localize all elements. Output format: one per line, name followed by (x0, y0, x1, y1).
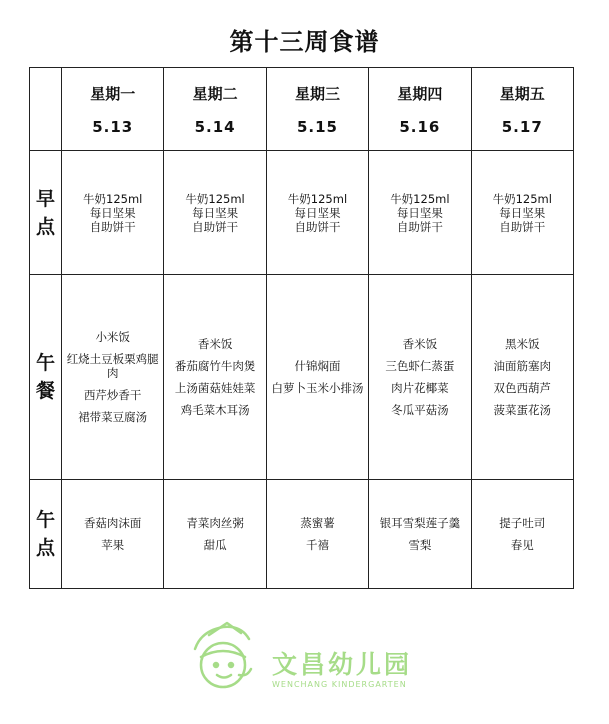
menu-item: 甜瓜 (203, 538, 227, 552)
logo-english: WENCHANG KINDERGARTEN (272, 680, 407, 689)
day-name: 星期四 (397, 84, 443, 103)
menu-cell (62, 275, 164, 480)
day-date: 5.17 (501, 117, 543, 136)
menu-cell (369, 275, 471, 480)
menu-item: 上汤菌菇娃娃菜 (174, 381, 256, 395)
day-name: 星期五 (499, 84, 545, 103)
menu-cell (164, 151, 266, 275)
menu-item: 自助饼干 (89, 219, 136, 234)
menu-item: 蒸蜜薯 (300, 516, 335, 530)
menu-cell (471, 275, 573, 480)
menu-item: 每日坚果 (192, 205, 239, 220)
day-header (62, 68, 164, 151)
menu-item: 小米饭 (95, 330, 130, 344)
menu-item: 每日坚果 (89, 205, 136, 220)
menu-cell (266, 275, 368, 480)
menu-item: 青菜肉丝粥 (186, 516, 244, 530)
menu-cell (471, 151, 573, 275)
menu-cell (62, 480, 164, 589)
menu-item: 牛奶125ml (492, 191, 552, 206)
menu-item: 油面筋塞肉 (493, 359, 551, 373)
corner-cell (30, 68, 62, 151)
menu-cell (62, 151, 164, 275)
menu-item: 什锦焖面 (294, 359, 341, 373)
meal-label-snack: 午 点 (30, 480, 62, 589)
day-header (266, 68, 368, 151)
menu-item: 雪梨 (408, 538, 432, 552)
snack-row (30, 480, 574, 589)
menu-item: 黑米饭 (505, 337, 540, 351)
menu-cell (164, 275, 266, 480)
day-date: 5.15 (296, 117, 338, 136)
menu-item: 鸡毛菜木耳汤 (180, 403, 250, 417)
menu-item: 每日坚果 (294, 205, 341, 220)
day-date: 5.14 (194, 117, 236, 136)
menu-item: 双色西葫芦 (493, 381, 551, 395)
menu-item: 每日坚果 (396, 205, 443, 220)
menu-cell (369, 480, 471, 589)
menu-item: 牛奶125ml (287, 191, 348, 206)
menu-cell (164, 480, 266, 589)
menu-item: 冬瓜平菇汤 (391, 403, 449, 417)
logo-name: 文昌幼儿园 (272, 650, 413, 679)
menu-item: 西芹炒香干 (83, 388, 142, 402)
menu-table (29, 67, 574, 589)
menu-item: 银耳雪梨莲子羹 (379, 516, 461, 530)
menu-cell (369, 151, 471, 275)
menu-item: 每日坚果 (499, 205, 546, 220)
meal-label-breakfast: 早 点 (30, 151, 62, 275)
breakfast-row (30, 151, 574, 275)
day-name: 星期一 (90, 84, 136, 103)
menu-item: 牛奶125ml (185, 191, 245, 206)
header-row (30, 68, 574, 151)
menu-item: 牛奶125ml (83, 191, 143, 206)
menu-item: 苹果 (101, 538, 125, 552)
menu-item: 三色虾仁蒸蛋 (385, 359, 455, 373)
day-header (471, 68, 573, 151)
page-title: 第十三周食谱 (229, 28, 380, 56)
menu-item: 牛奶125ml (390, 191, 450, 206)
menu-item: 自助饼干 (192, 219, 239, 234)
menu-item: 香米饭 (402, 337, 438, 351)
menu-cell (266, 480, 368, 589)
menu-cell (266, 151, 368, 275)
menu-item: 裙带菜豆腐汤 (78, 410, 148, 424)
menu-item: 千禧 (305, 538, 329, 552)
menu-item: 自助饼干 (499, 219, 546, 234)
menu-item: 自助饼干 (396, 219, 443, 234)
menu-item: 番茄腐竹牛肉煲 (174, 359, 256, 373)
day-name: 星期三 (294, 84, 340, 103)
menu-cell (471, 480, 573, 589)
menu-item: 肉片花椰菜 (391, 381, 449, 395)
day-name: 星期二 (192, 84, 238, 103)
day-date: 5.13 (92, 117, 134, 136)
meal-label-lunch: 午 餐 (30, 275, 62, 480)
menu-item: 红烧土豆板栗鸡腿肉 (66, 352, 159, 380)
day-header (369, 68, 471, 151)
day-header (164, 68, 266, 151)
menu-item: 香菇肉沫面 (83, 516, 142, 530)
menu-item: 自助饼干 (294, 219, 341, 234)
menu-item: 提子吐司 (499, 516, 546, 530)
menu-item: 白萝卜玉米小排汤 (271, 381, 364, 395)
menu-item: 春见 (510, 538, 534, 552)
menu-item: 菠菜蛋花汤 (493, 403, 551, 417)
day-date: 5.16 (399, 117, 441, 136)
menu-item: 香米饭 (197, 337, 233, 351)
lunch-row (30, 275, 574, 480)
